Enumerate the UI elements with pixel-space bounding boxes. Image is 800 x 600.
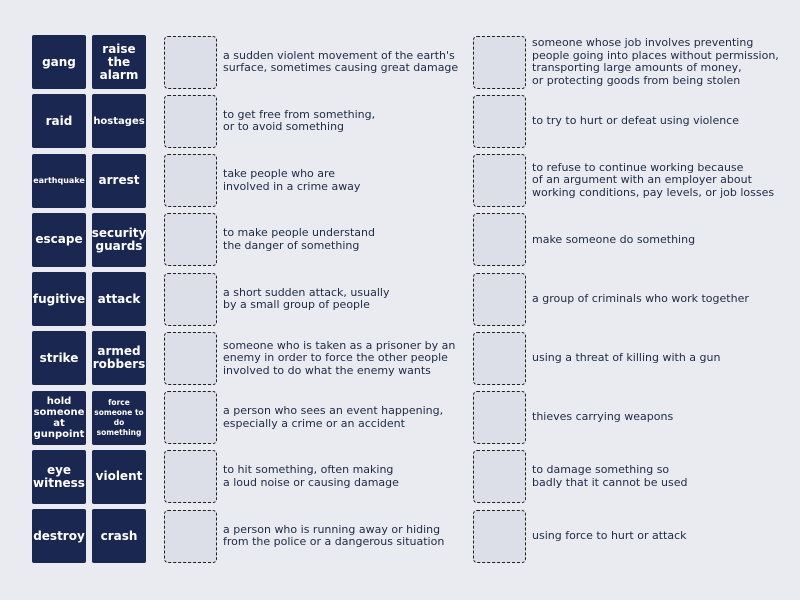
definition-row bbox=[473, 509, 779, 563]
definition-text: make someone do something bbox=[532, 232, 696, 246]
definition-text: to refuse to continue working because of an argument with an employer about working conditions, pay levels, or job losses bbox=[532, 160, 775, 199]
word-tile-eye-witness[interactable]: eye witness bbox=[32, 450, 86, 504]
left-definition-column bbox=[164, 35, 458, 563]
definition-text: using force to hurt or attack bbox=[532, 528, 687, 542]
definition-text: take people who are involved in a crime away bbox=[223, 167, 361, 193]
drop-slot[interactable] bbox=[473, 273, 526, 326]
definition-row bbox=[164, 35, 458, 89]
drop-slot[interactable] bbox=[473, 450, 526, 503]
definition-text: using a threat of killing with a gun bbox=[532, 351, 721, 364]
definition-text: to try to hurt or defeat using violence bbox=[532, 114, 740, 127]
word-tile-hostages[interactable]: hostages bbox=[92, 94, 146, 148]
word-tile-violent[interactable]: violent bbox=[92, 450, 146, 504]
drop-slot[interactable] bbox=[473, 36, 526, 89]
word-tile-attack[interactable]: attack bbox=[92, 272, 146, 326]
word-tile-gang[interactable]: gang bbox=[32, 35, 86, 89]
word-tile-arrest[interactable]: arrest bbox=[92, 154, 146, 208]
definition-row bbox=[164, 450, 458, 504]
definition-text: to hit something, often making a loud noise or causing damage bbox=[223, 463, 399, 489]
definition-row bbox=[473, 450, 779, 504]
word-tile-escape[interactable]: escape bbox=[32, 213, 86, 267]
drop-slot[interactable] bbox=[473, 213, 526, 266]
word-tile-destroy[interactable]: destroy bbox=[32, 509, 86, 563]
definition-row bbox=[164, 391, 458, 445]
drop-slot[interactable] bbox=[164, 154, 217, 207]
definition-text: a person who is running away or hiding from the police or a dangerous situation bbox=[223, 522, 445, 548]
word-tile-fugitive[interactable]: fugitive bbox=[32, 272, 86, 326]
definition-row bbox=[473, 272, 779, 326]
drop-slot[interactable] bbox=[473, 332, 526, 385]
definition-row bbox=[164, 213, 458, 267]
right-definition-column bbox=[473, 35, 779, 563]
drop-slot[interactable] bbox=[164, 95, 217, 148]
word-tile-earthquake[interactable]: earthquake bbox=[32, 154, 86, 208]
definition-row bbox=[473, 94, 779, 148]
drop-slot[interactable] bbox=[164, 213, 217, 266]
definition-row bbox=[473, 391, 779, 445]
definition-text: thieves carrying weapons bbox=[532, 410, 674, 424]
word-tile-strike[interactable]: strike bbox=[32, 331, 86, 385]
definition-text: someone whose job involves preventing people going into places without permission, transporting large amounts of money, or protecting goods from being stolen bbox=[532, 36, 779, 87]
word-tile-hold-someone-at-gunpoint[interactable]: hold someone at gunpoint bbox=[32, 391, 86, 445]
definition-row bbox=[164, 509, 458, 563]
definition-row bbox=[473, 35, 779, 89]
definition-text: a short sudden attack, usually by a small group of people bbox=[223, 285, 390, 311]
drop-slot[interactable] bbox=[164, 273, 217, 326]
drop-slot[interactable] bbox=[164, 391, 217, 444]
drop-slot[interactable] bbox=[164, 510, 217, 563]
definition-text: a person who sees an event happening, especially a crime or an accident bbox=[223, 404, 444, 430]
drop-slot[interactable] bbox=[164, 450, 217, 503]
word-tile-raise-the-alarm[interactable]: raise the alarm bbox=[92, 35, 146, 89]
word-tile-crash[interactable]: crash bbox=[92, 509, 146, 563]
definition-text: someone who is taken as a prisoner by an enemy in order to force the other people involved to do what the enemy wants bbox=[223, 338, 456, 377]
word-tile-force-someone-to-do-something[interactable]: force someone to do something bbox=[92, 391, 146, 445]
definition-text: a sudden violent movement of the earth's surface, sometimes causing great damage bbox=[223, 48, 459, 74]
drop-slot[interactable] bbox=[473, 391, 526, 444]
definition-text: a group of criminals who work together bbox=[532, 291, 749, 305]
definition-row bbox=[164, 331, 458, 385]
drop-slot[interactable] bbox=[473, 154, 526, 207]
drop-slot[interactable] bbox=[473, 95, 526, 148]
definition-row bbox=[164, 94, 458, 148]
word-tile-armed-robbers[interactable]: armed robbers bbox=[92, 331, 146, 385]
definition-row bbox=[473, 213, 779, 267]
definition-text: to damage something so badly that it cannot be used bbox=[532, 463, 688, 489]
definition-row bbox=[473, 154, 779, 208]
drop-slot[interactable] bbox=[473, 510, 526, 563]
word-tile-bank bbox=[32, 35, 146, 563]
drop-slot[interactable] bbox=[164, 332, 217, 385]
word-tile-security-guards[interactable]: security guards bbox=[92, 213, 146, 267]
definition-row bbox=[164, 272, 458, 326]
definition-text: to get free from something, or to avoid something bbox=[223, 107, 376, 134]
word-tile-raid[interactable]: raid bbox=[32, 94, 86, 148]
definition-row bbox=[473, 331, 779, 385]
definition-text: to make people understand the danger of something bbox=[223, 226, 375, 252]
definition-row bbox=[164, 154, 458, 208]
drop-slot[interactable] bbox=[164, 36, 217, 89]
